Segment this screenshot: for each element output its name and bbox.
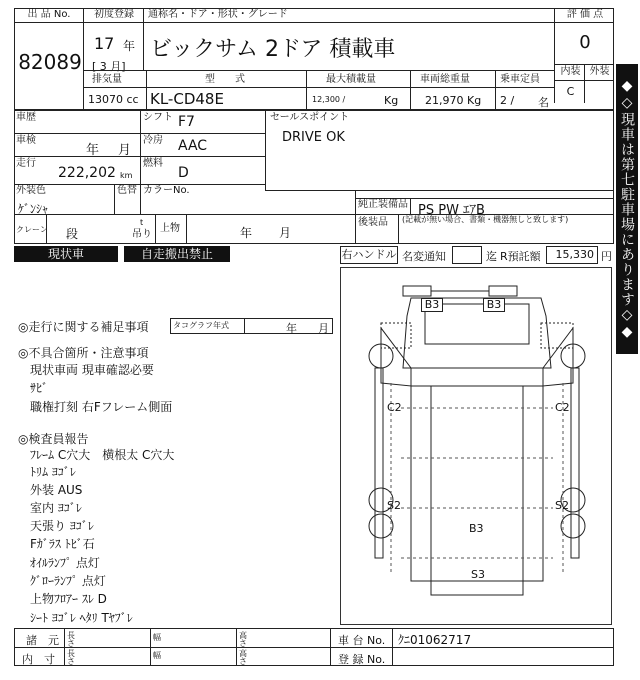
color-no-label: カラーNo. xyxy=(143,185,190,196)
score-value: 0 xyxy=(579,32,591,53)
sales-point-label: セールスポイント xyxy=(270,112,350,123)
inspector-item: ｸﾞﾛｰﾗﾝﾌﾟ 点灯 xyxy=(30,574,106,588)
chassis-number: ｸﾆ01062717 xyxy=(398,633,472,647)
first-reg-year: 17 xyxy=(94,34,115,53)
recycle-amount: 15,330 xyxy=(546,246,598,264)
steering-box: 右ハンドル xyxy=(340,246,398,264)
inspection-year: 年 xyxy=(86,143,100,158)
aftermarket-label: 後装品 xyxy=(358,217,388,228)
int-grade: C xyxy=(566,85,575,98)
score-label: 評 価 点 xyxy=(566,9,604,20)
name-change-box xyxy=(452,246,482,264)
side-banner-text: ◆◇現車は第七駐車場にあります◇◆ xyxy=(619,77,635,341)
mark-rear: S3 xyxy=(471,568,485,581)
car-name: ビックサム 2ドア 積載車 xyxy=(150,37,396,62)
options: PS PW ｴｱB xyxy=(418,203,485,218)
inner-dims-label: 内 寸 xyxy=(22,653,55,666)
mileage-label: 走行 xyxy=(16,158,36,169)
car-name-label: 通称名・ドア・形状・グレード xyxy=(148,9,288,20)
defect-item: 職権打刻 右Fフレーム側面 xyxy=(30,400,173,414)
model: KL-CD48E xyxy=(150,90,224,108)
gross-weight: 21,970 Kg xyxy=(425,94,482,107)
deck-label: 上物 xyxy=(160,223,180,234)
mark-bed: B3 xyxy=(469,522,484,535)
max-load: 12,300 / xyxy=(312,95,346,104)
crane-t: t xyxy=(140,218,144,227)
crane-step: 段 xyxy=(66,227,79,241)
inspector-item: 天張り ﾖｺﾞﾚ xyxy=(30,519,94,533)
height-label: 高さ xyxy=(239,631,247,648)
width-label-inner: 幅 xyxy=(153,651,161,660)
capacity-label: 乗車定員 xyxy=(500,74,540,85)
capacity: 2 / xyxy=(500,94,515,107)
lot-label: 出 品 No. xyxy=(27,9,71,20)
inspector-item: ﾌﾚｰﾑ C穴大 横根太 C穴大 xyxy=(30,448,175,462)
ext-color-label: 外装色 xyxy=(16,185,46,196)
deck-year: 年 xyxy=(240,226,253,240)
width-label: 幅 xyxy=(153,633,161,642)
ext-grade-label: 外装 xyxy=(589,66,610,77)
crane-label: クレーン xyxy=(16,225,48,234)
tacho-label: タコグラフ年式 xyxy=(173,321,229,330)
gross-weight-label: 車両総重量 xyxy=(420,74,470,85)
ac-label: 冷房 xyxy=(143,135,163,146)
reg-label: 登 録 No. xyxy=(338,653,386,666)
length-label-inner: 長さ xyxy=(67,649,75,666)
first-reg-month: [ 3 月] xyxy=(92,60,126,73)
displacement-label: 排気量 xyxy=(92,74,122,85)
running-notes-title: ◎走行に関する補足事項 xyxy=(18,320,149,334)
sales-point: DRIVE OK xyxy=(282,130,345,145)
aftermarket-note: (記載が無い場合、書類・機器無しと致します) xyxy=(402,215,569,224)
recycle-unit: 円 xyxy=(601,250,612,263)
shift-value: F7 xyxy=(178,114,195,130)
inspection-month: 月 xyxy=(118,143,132,158)
distance-label: 迄 xyxy=(486,250,497,263)
capacity-unit: 名 xyxy=(538,96,549,109)
inspector-title: ◎検査員報告 xyxy=(18,432,89,446)
mark-left-mid: C2 xyxy=(387,401,402,414)
history-label: 車歴 xyxy=(16,112,36,123)
inspector-item: 上物ﾌﾛｱｰ ｽﾚ D xyxy=(30,592,107,606)
max-load-unit: Kg xyxy=(384,94,399,107)
tacho-month: 月 xyxy=(318,322,329,335)
current-condition-badge: 現状車 xyxy=(14,246,118,262)
lot-number: 82089 xyxy=(18,50,82,74)
mark-front-right: B3 xyxy=(483,298,505,312)
mark-right-rear: S2 xyxy=(555,499,569,512)
inspector-item: 外装 AUS xyxy=(30,483,83,497)
int-grade-label: 内装 xyxy=(560,66,581,77)
year-unit: 年 xyxy=(123,39,136,53)
name-change-label: 名変通知 xyxy=(402,250,446,263)
ac-value: AAC xyxy=(178,138,208,154)
inspection-label: 車検 xyxy=(16,135,36,146)
no-self-drive-badge: 自走搬出禁止 xyxy=(124,246,230,262)
truck-diagram xyxy=(340,267,612,625)
mileage-unit: km xyxy=(120,171,133,180)
mark-right-mid: C2 xyxy=(555,401,570,414)
deck-month: 月 xyxy=(279,226,292,240)
options-label: 純正装備品 xyxy=(358,199,408,210)
inspector-item: Fｶﾞﾗｽ ﾄﾋﾞ石 xyxy=(30,537,95,551)
mark-front-left: B3 xyxy=(421,298,443,312)
model-label: 型 式 xyxy=(205,74,245,85)
crane-hang: 吊り xyxy=(132,229,152,240)
inspector-item: 室内 ﾖｺﾞﾚ xyxy=(30,501,82,515)
ext-color: ｹﾞﾝｼｬ xyxy=(18,202,49,216)
fuel-value: D xyxy=(178,165,189,181)
defect-item: 現状車両 現車確認必要 xyxy=(30,363,154,377)
length-label: 長さ xyxy=(67,631,75,648)
mark-left-rear: S2 xyxy=(387,499,401,512)
chassis-label: 車 台 No. xyxy=(338,634,386,647)
side-banner xyxy=(616,64,638,354)
height-label-inner: 高さ xyxy=(239,649,247,666)
fuel-label: 燃料 xyxy=(143,158,163,169)
max-load-label: 最大積載量 xyxy=(326,74,376,85)
displacement: 13070 cc xyxy=(88,93,139,106)
defects-title: ◎不具合箇所・注意事項 xyxy=(18,346,149,360)
dims-label: 諸 元 xyxy=(26,634,59,647)
mileage: 222,202 xyxy=(58,165,116,181)
inspector-item: ｵｲﾙﾗﾝﾌﾟ 点灯 xyxy=(30,556,100,570)
color-change-label: 色替 xyxy=(117,185,137,196)
recycle-label: R預託額 xyxy=(500,250,541,263)
inspector-item: ｼｰﾄ ﾖｺﾞﾚ ﾍﾀﾘ Tﾔﾌﾞﾚ xyxy=(30,611,133,625)
defect-item: ｻﾋﾞ xyxy=(30,381,49,395)
inspector-item: ﾄﾘﾑ ﾖｺﾞﾚ xyxy=(30,465,76,479)
first-reg-label: 初度登録 xyxy=(94,9,134,20)
tacho-year: 年 xyxy=(286,322,297,335)
shift-label: シフト xyxy=(143,112,173,123)
